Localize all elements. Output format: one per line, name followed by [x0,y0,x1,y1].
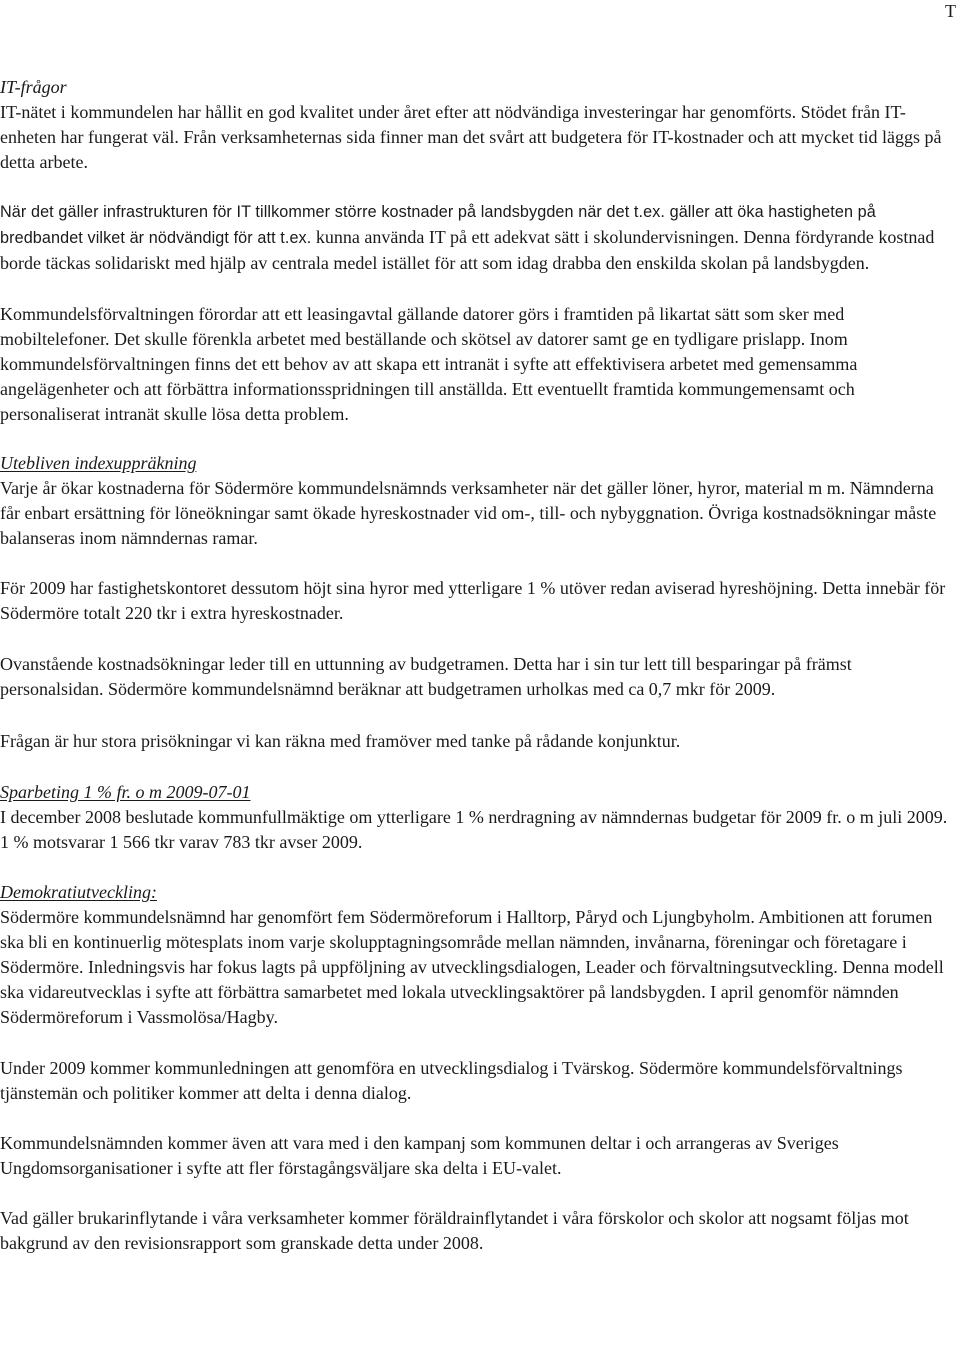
paragraph-kommundel: Kommundelsförvaltningen förordar att ett leasingavtal gällande datorer görs i framtiden på likartat sätt som sker med mobiltelefoner. Det skulle förenkla arbetet med beställande och skötsel av datorer samt ge en tydligare prislapp. Inom kommundelsförvaltningen finns det ett behov av att skapa ett intranät i syfte att effektivisera arbetet med gemensamma angelägenheter och att förbättra informationsspridningen till anställda. Ett eventuellt framtida kommungemensamt och personaliserat intranät skulle lösa detta problem. [0,304,858,424]
section-question [0,729,952,754]
paragraph-it: IT-nätet i kommundelen har hållit en god kvalitet under året efter att nödvändiga investeringar har genomförts. Stödet från IT-enheten har fungerat väl. Från verksamheternas sida finner man det svårt att budgetera för IT-kostnader och att mycket tid läggs på detta arbete. [0,102,942,172]
section-index [0,451,952,551]
page-corner-mark: T [945,1,956,21]
paragraph-campaign: Kommundelsnämnden kommer även att vara med i den kampanj som kommunen deltar i och arrangeras av Sveriges Ungdomsorganisationer i syfte att fler förstagångsväljare ska delta i EU-valet. [0,1133,839,1178]
paragraph-index: Varje år ökar kostnaderna för Södermöre kommundelsnämnds verksamheter när det gäller löner, hyror, material m m. Nämnderna får enbart ersättning för löneökningar samt ökade hyreskostnader vid om-, till- och nybyggnation. Övriga kostnadsökningar måste balanseras inom nämndernas ramar. [0,478,937,548]
heading-index: Utebliven indexuppräkning [0,453,197,473]
section-savings [0,780,952,855]
paragraph-infrastructure-sans: När det gäller infrastrukturen för IT tillkommer större kostnader på landsbygden när det t.ex. gäller att öka hastigheten på bredbandet vilket är nödvändigt för att t.ex. [0,203,876,247]
heading-it: IT-frågor [0,77,67,97]
section-kommundel [0,302,952,427]
section-it [0,75,952,175]
heading-democracy: Demokratiutveckling: [0,882,157,902]
paragraph-democracy: Södermöre kommundelsnämnd har genomfört fem Södermöreforum i Halltorp, Påryd och Ljungbyholm. Ambitionen att forumen ska bli en kontinuerlig mötesplats inom varje skolupptagningsområde mellan nämnden, invånarna, föreningar och företagare i Södermöre. Inledningsvis har fokus lagts på uppföljning av utvecklingsdialogen, Leader och förvaltningsutveckling. Denna modell ska vidareutvecklas i syfte att förbättra samarbetet med lokala utvecklingsaktörer på landsbygden. I april genomför nämnden Södermöreforum i Vassmolösa/Hagby. [0,907,944,1027]
paragraph-infrastructure-serif: kunna använda IT på ett adekvat sätt i skolundervisningen. Denna fördyrande kostnad borde täckas solidariskt med hjälp av centrala medel istället för att som idag drabba den enskilda skolan på landsbygden. [0,227,935,273]
section-rent-2009 [0,576,952,626]
paragraph-budget-frame: Ovanstående kostnadsökningar leder till en uttunning av budgetramen. Detta har i sin tur lett till besparingar på främst personalsidan. Södermöre kommundelsnämnd beräknar att budgetramen urholkas med ca 0,7 mkr för 2009. [0,654,852,699]
paragraph-savings: I december 2008 beslutade kommunfullmäktige om ytterligare 1 % nerdragning av nämndernas budgetar för 2009 fr. o m juli 2009. 1 % motsvarar 1 566 tkr varav 783 tkr avser 2009. [0,807,948,852]
paragraph-rent-2009: För 2009 har fastighetskontoret dessutom höjt sina hyror med ytterligare 1 % utöver redan aviserad hyreshöjning. Detta innebär för Södermöre totalt 220 tkr i extra hyreskostnader. [0,578,946,623]
section-budget-frame [0,652,952,702]
heading-savings: Sparbeting 1 % fr. o m 2009-07-01 [0,782,251,802]
section-campaign [0,1131,952,1181]
section-infrastructure [0,199,952,276]
section-democracy [0,880,952,1030]
section-influence [0,1206,952,1256]
document-body [0,75,952,1282]
paragraph-question: Frågan är hur stora prisökningar vi kan räkna med framöver med tanke på rådande konjunktur. [0,731,681,751]
section-dialogue [0,1056,952,1106]
paragraph-dialogue: Under 2009 kommer kommunledningen att genomföra en utvecklingsdialog i Tvärskog. Södermöre kommundelsförvaltnings tjänstemän och politiker kommer att delta i denna dialog. [0,1058,903,1103]
paragraph-influence: Vad gäller brukarinflytande i våra verksamheter kommer föräldrainflytandet i våra förskolor och skolor att nogsamt följas mot bakgrund av den revisionsrapport som granskade detta under 2008. [0,1208,909,1253]
